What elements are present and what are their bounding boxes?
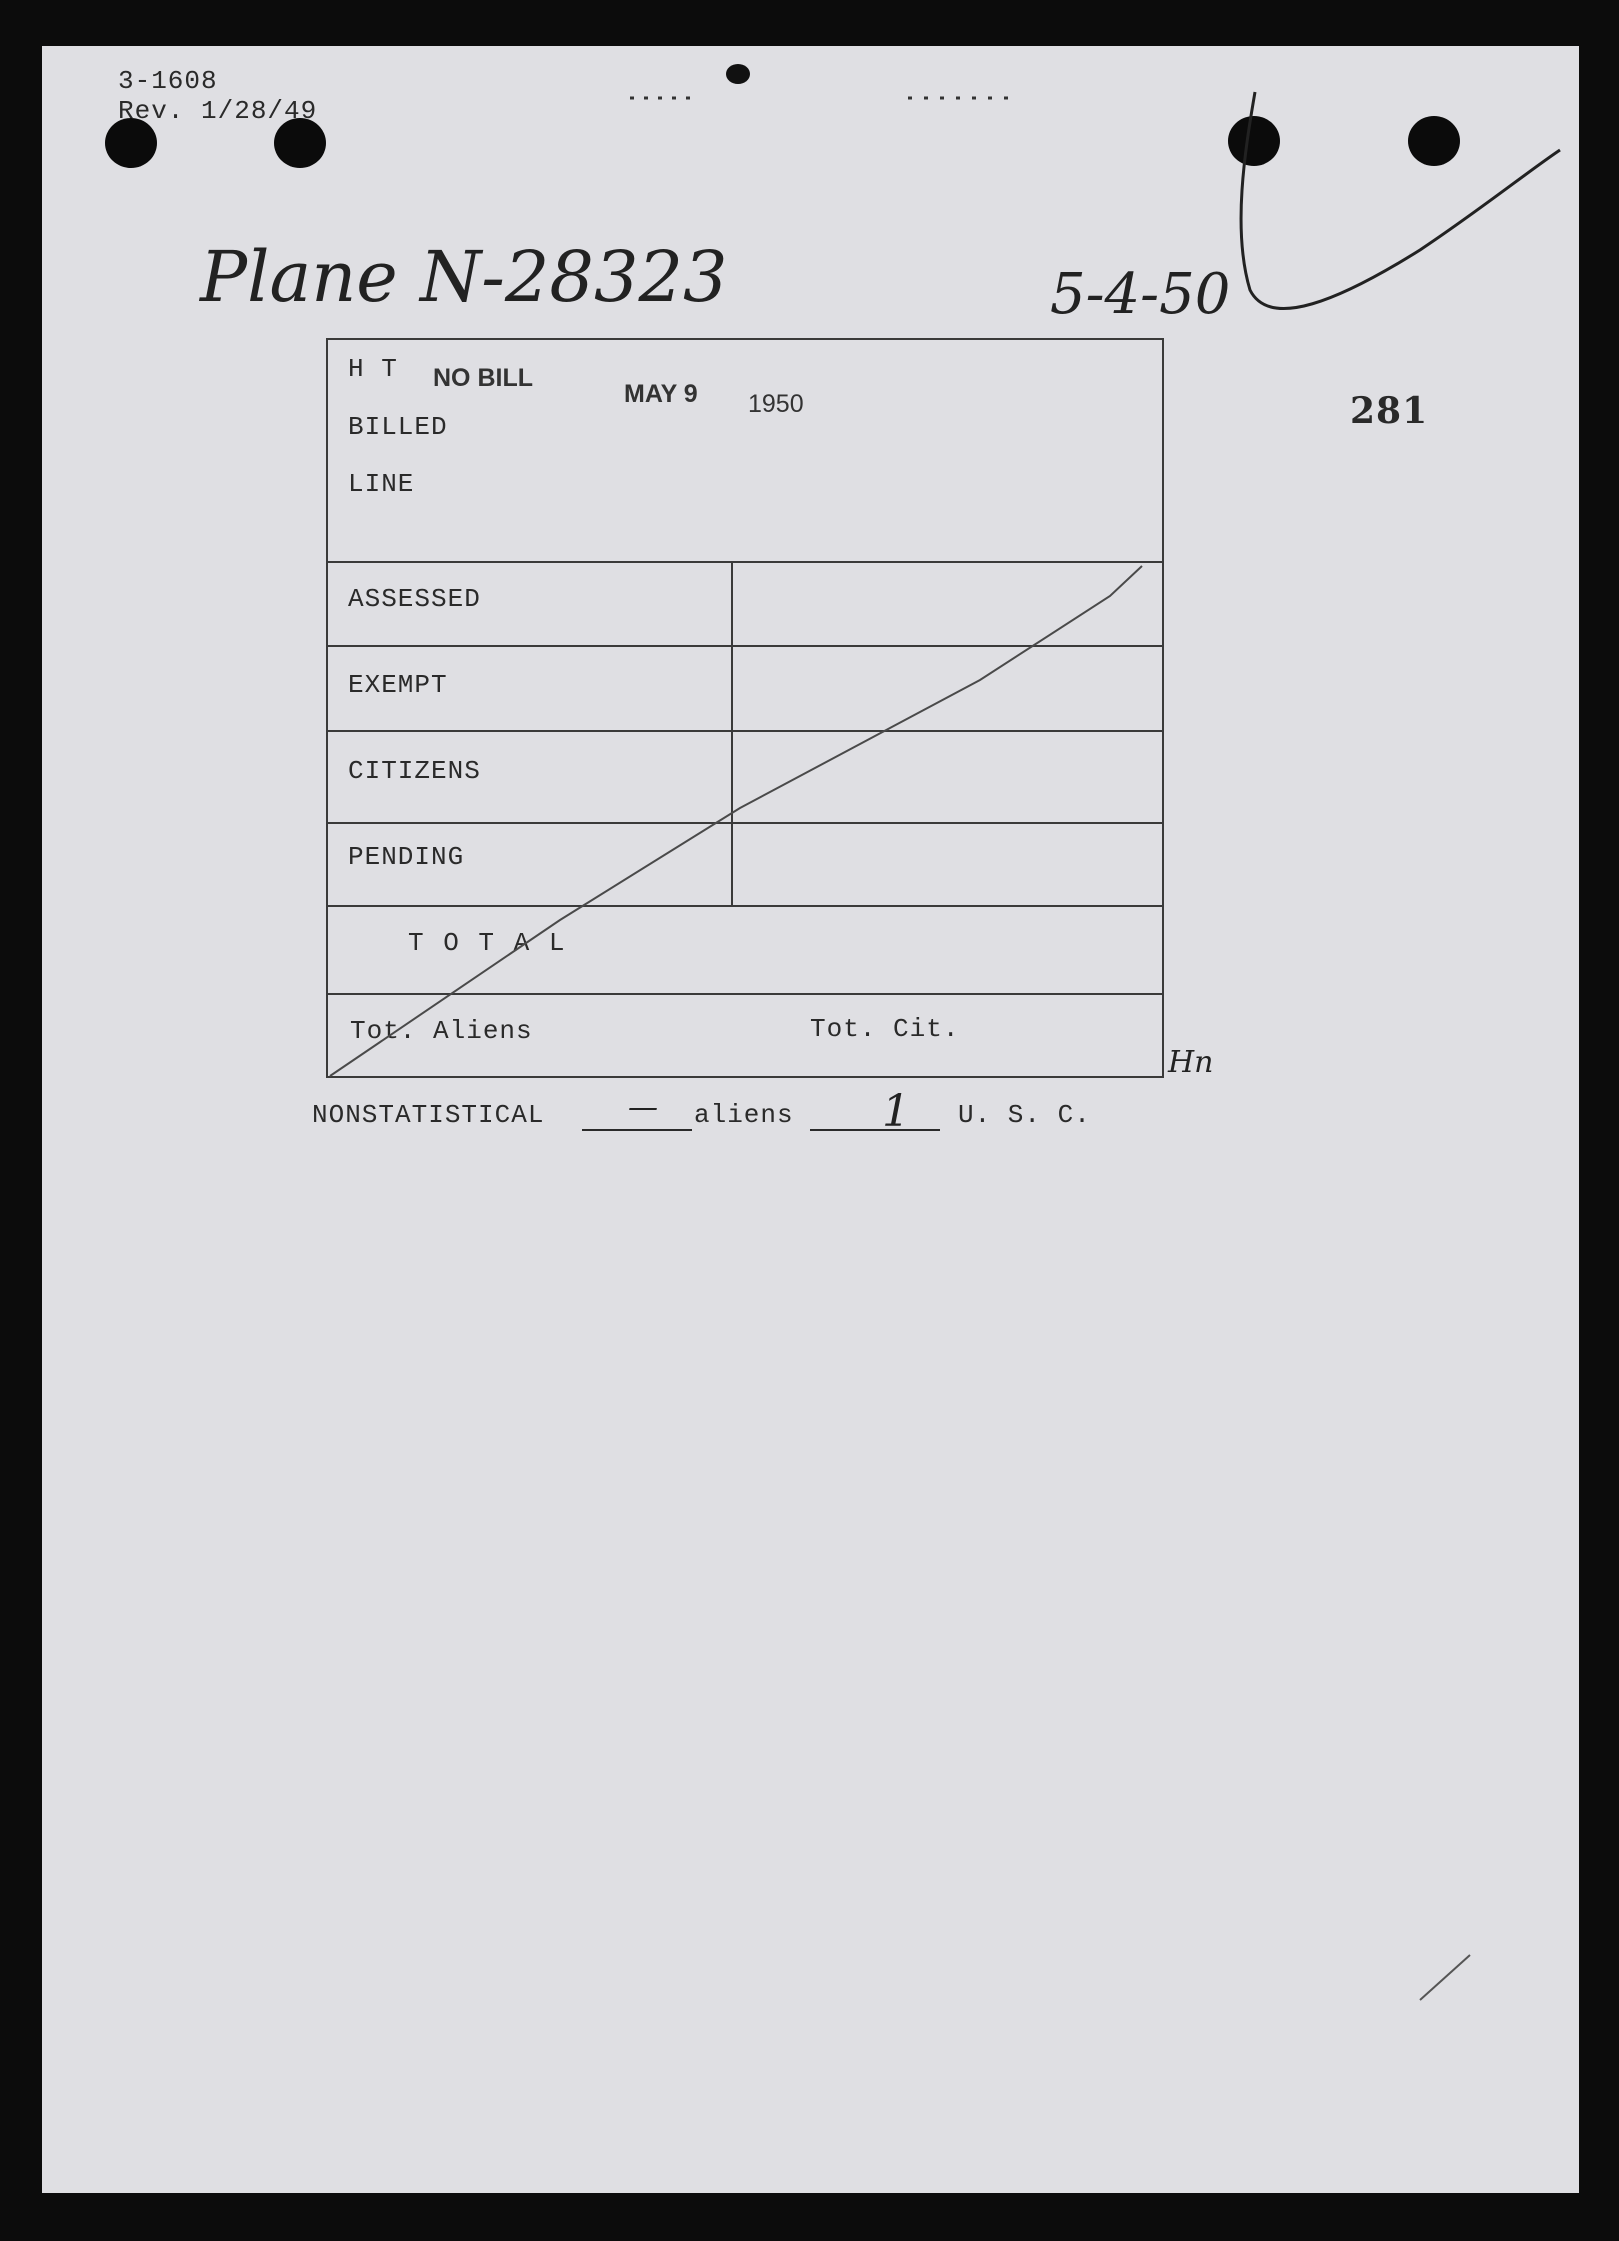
form-divider — [328, 645, 1162, 647]
form-revision: Rev. 1/28/49 — [118, 96, 318, 126]
usc-count-value: 1 — [882, 1086, 910, 1137]
form-divider — [328, 993, 1162, 995]
page-number: 281 — [1350, 390, 1429, 432]
punch-hole-right-1 — [1228, 116, 1280, 166]
label-tot-aliens: Tot. Aliens — [350, 1016, 533, 1046]
label-pending: PENDING — [348, 842, 465, 872]
label-total: T O T A L — [408, 928, 567, 958]
label-assessed: ASSESSED — [348, 584, 481, 614]
label-billed: BILLED — [348, 412, 448, 442]
label-exempt: EXEMPT — [348, 670, 448, 700]
handwritten-initials: Hn — [1168, 1045, 1214, 1080]
label-usc: U. S. C. — [958, 1100, 1091, 1130]
form-divider — [328, 561, 1162, 563]
label-citizens: CITIZENS — [348, 756, 481, 786]
handwritten-plane-number: Plane N-28323 — [200, 236, 728, 318]
form-column-divider — [731, 561, 733, 905]
handwritten-date: 5-4-50 — [1050, 262, 1231, 327]
aliens-count-value: — — [628, 1090, 658, 1125]
stamp-date-year: 1950 — [748, 390, 804, 418]
label-ht: H T — [348, 354, 398, 384]
label-nonstatistical: NONSTATISTICAL — [312, 1100, 545, 1130]
form-number: 3-1608 — [118, 66, 218, 96]
form-divider — [328, 822, 1162, 824]
label-tot-cit: Tot. Cit. — [810, 1014, 960, 1044]
form-divider — [328, 730, 1162, 732]
stamp-no-bill: NO BILL — [433, 364, 533, 392]
label-aliens: aliens — [694, 1100, 794, 1130]
tally-form — [326, 338, 1164, 1078]
punch-hole-right-2 — [1408, 116, 1460, 166]
stamp-date-month-day: MAY 9 — [624, 380, 698, 408]
form-divider — [328, 905, 1162, 907]
label-line: LINE — [348, 469, 415, 499]
